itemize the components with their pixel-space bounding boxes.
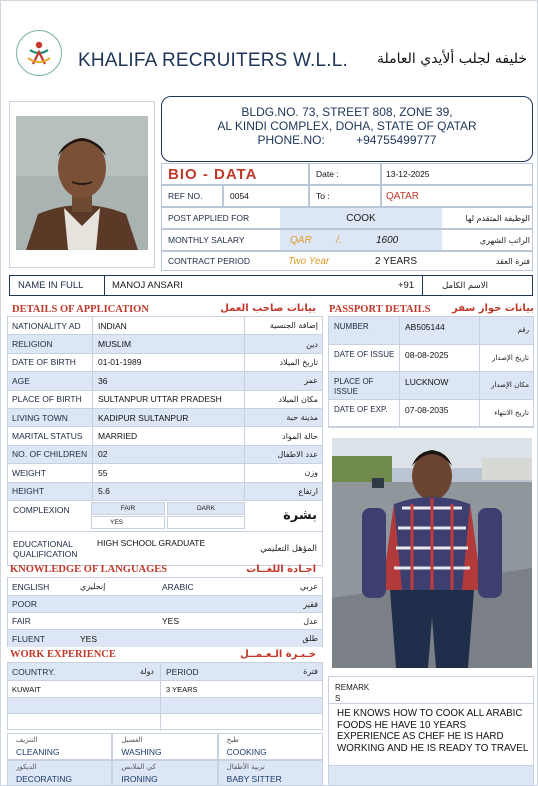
- application-row-value: MARRIED: [98, 431, 138, 442]
- passport-row-label: DATE OF ISSUE: [334, 349, 395, 359]
- passport-row: [329, 400, 533, 428]
- company-name: KHALIFA RECRUITERS W.L.L.: [78, 50, 349, 71]
- remarks-box: [328, 676, 534, 786]
- arabic-label-ar: عربي: [299, 582, 318, 591]
- skill-cell: [7, 760, 112, 786]
- salary-label-ar: الراتب الشهري: [479, 235, 530, 245]
- period-label-ar: فترة: [303, 667, 318, 676]
- application-row-value: 02: [98, 449, 108, 460]
- passport-row-label-ar: رقم: [517, 326, 529, 335]
- skill-cell: [218, 760, 323, 786]
- fluent-label-ar: طلق: [302, 634, 318, 643]
- languages-fluent-row: [8, 630, 322, 647]
- complexion-label: COMPLEXION: [13, 505, 70, 515]
- experience-header-row: [8, 663, 322, 681]
- dark-label: DARK: [196, 505, 216, 512]
- languages-table: [7, 577, 323, 647]
- languages-title: KNOWLEDGE OF LANGUAGES: [10, 564, 168, 575]
- date-label: Date :: [316, 169, 339, 179]
- application-row-label-ar: مكان الميلاد: [278, 394, 318, 404]
- experience-title-ar: خـبـرة الـعـمــل: [240, 649, 316, 660]
- ref-label-cell: [161, 185, 223, 207]
- fluent-english-value: YES: [80, 633, 98, 644]
- remarks-label: REMARKS: [335, 683, 370, 703]
- salary-value: 1600: [376, 234, 399, 246]
- application-row-value: SULTANPUR UTTAR PRADESH: [98, 394, 222, 405]
- poor-label-ar: فقير: [303, 599, 318, 609]
- english-label-ar: إنجليزي: [80, 582, 106, 591]
- passport-title: PASSPORT DETAILS: [329, 304, 431, 315]
- candidate-portrait: [16, 116, 148, 250]
- passport-table: [328, 316, 534, 428]
- skill-label-ar: كي الملابس: [121, 763, 156, 771]
- passport-row-label-ar: مكان الإصدار: [491, 381, 529, 390]
- fair-label-ar: عدل: [303, 616, 318, 626]
- company-logo: [16, 30, 62, 76]
- ref-value: 0054: [230, 191, 249, 201]
- skill-cell: [7, 733, 112, 760]
- application-row-label: MARITAL STATUS: [12, 431, 83, 442]
- application-row: [8, 317, 322, 335]
- contract-label-ar: فترة العقد: [495, 256, 530, 266]
- application-row-value: INDIAN: [98, 320, 127, 331]
- application-row-value: 01-01-1989: [98, 357, 142, 368]
- languages-fair-row: [8, 613, 322, 630]
- fair-label: FAIR: [120, 505, 136, 512]
- education-label: EDUCATIONAL QUALIFICATION: [13, 539, 78, 559]
- period-label: PERIOD: [166, 666, 199, 677]
- experience-row: [8, 681, 322, 698]
- experience-empty-row: [8, 714, 322, 730]
- name-label-ar: الاسم الكامل: [442, 280, 488, 291]
- passport-row-label: PLACE OF ISSUE: [334, 377, 374, 396]
- contract-hint: Two Year: [288, 255, 330, 267]
- phone-label: PHONE.NO:: [257, 133, 325, 147]
- application-row: [8, 354, 322, 372]
- application-row: [8, 483, 322, 501]
- post-value: COOK: [280, 208, 442, 228]
- ref-value-cell: [223, 185, 309, 207]
- skill-label: IRONING: [121, 774, 158, 784]
- application-title: DETAILS OF APPLICATION: [12, 304, 149, 315]
- application-row: [8, 391, 322, 409]
- application-row: [8, 427, 322, 445]
- skill-label: CLEANING: [16, 747, 60, 757]
- passport-row-label-ar: تاريخ الإصدار: [491, 353, 529, 362]
- languages-header-row: [8, 578, 322, 596]
- application-row-value: 5.6: [98, 486, 110, 497]
- education-row: [7, 532, 323, 566]
- to-label: To :: [316, 191, 330, 201]
- complexion-dark-check: [167, 516, 245, 529]
- application-row-label-ar: دين: [306, 339, 318, 349]
- date-value-cell: [381, 163, 533, 185]
- application-row-label: LIVING TOWN: [12, 412, 68, 423]
- name-row: [9, 275, 533, 296]
- name-code: +91: [398, 280, 415, 291]
- address-line1: BLDG.NO. 73, STREET 808, ZONE 39,: [241, 105, 453, 119]
- english-label: ENGLISH: [12, 581, 50, 592]
- application-row-label-ar: حالة المواد: [282, 431, 318, 441]
- skill-label: DECORATING: [16, 774, 73, 784]
- salary-label: MONTHLY SALARY: [168, 235, 245, 245]
- remarks-text: HE KNOWS HOW TO COOK ALL ARABIC FOODS HE HAVE 10 YEARS EXPERIENCE AS CHEF HE IS HARD WORKING AND HE IS READY TO TRAVEL: [337, 708, 529, 754]
- post-label-ar: الوظيفة المتقدم لها: [465, 213, 530, 223]
- application-row-label-ar: إضافة الجنسية: [269, 321, 318, 331]
- application-row-label-ar: ارتفاع: [298, 486, 318, 496]
- to-value-cell: [381, 185, 533, 207]
- application-row-label: WEIGHT: [12, 467, 46, 478]
- application-row-label: AGE: [12, 375, 30, 386]
- languages-poor-row: [8, 596, 322, 613]
- skill-label-ar: الغسيل: [121, 736, 143, 744]
- application-row: [8, 464, 322, 482]
- contract-value: 2 YEARS: [375, 255, 418, 267]
- application-row-label: NO. OF CHILDREN: [12, 449, 88, 460]
- to-value: QATAR: [386, 190, 419, 202]
- country-label-ar: دولة: [139, 667, 154, 676]
- skill-label-ar: تربية الأطفال: [226, 763, 265, 771]
- country-label: COUNTRY.: [12, 666, 56, 677]
- application-row: [8, 372, 322, 390]
- passport-row-label-ar: تاريخ الانتهاء: [494, 408, 529, 417]
- passport-row-value: 08-08-2025: [405, 349, 449, 360]
- date-label-cell: [309, 163, 381, 185]
- application-row: [8, 446, 322, 464]
- skill-label: WASHING: [121, 747, 162, 757]
- application-row-label: DATE OF BIRTH: [12, 357, 76, 368]
- address-box: [161, 96, 533, 162]
- languages-title-ar: اجـادة اللغــات: [246, 564, 316, 575]
- application-row-label: RELIGION: [12, 339, 53, 350]
- skill-label-ar: الديكور: [16, 763, 37, 771]
- complexion-dark: [167, 502, 245, 515]
- passport-row-value: 07-08-2035: [405, 404, 449, 415]
- complexion-fair: [91, 502, 165, 515]
- biodata-title: BIO - DATA: [168, 165, 258, 183]
- experience-country: KUWAIT: [12, 684, 41, 694]
- post-row: [161, 207, 533, 229]
- passport-row-value: LUCKNOW: [405, 377, 449, 387]
- application-row: [8, 335, 322, 353]
- ref-label: REF NO.: [168, 191, 203, 201]
- application-row-value: 36: [98, 375, 108, 386]
- biodata-title-cell: [161, 163, 309, 185]
- passport-row-value: AB505144: [405, 322, 445, 332]
- application-row-value: 55: [98, 467, 108, 478]
- application-row-value: KADIPUR SULTANPUR: [98, 412, 189, 423]
- education-label-ar: المؤهل التعليمي: [260, 544, 317, 554]
- experience-table: [7, 662, 323, 730]
- passport-row: [329, 345, 533, 373]
- phone-number: +94755499777: [356, 133, 437, 147]
- company-name-ar: خليفه لجلب ألأيدي العاملة: [376, 51, 527, 67]
- name-label: NAME IN FULL: [18, 280, 84, 291]
- date-value: 13-12-2025: [386, 169, 430, 179]
- fair-arabic-value: YES: [162, 616, 180, 626]
- passport-row-label: NUMBER: [334, 322, 369, 331]
- skill-label-ar: طبخ: [226, 736, 239, 744]
- application-row-label-ar: عدد الاطفال: [277, 449, 318, 459]
- skills-grid: [7, 733, 323, 786]
- arabic-label: ARABIC: [162, 581, 194, 592]
- application-row-label: HEIGHT: [12, 486, 45, 497]
- experience-empty-row: [8, 698, 322, 714]
- skill-cell: [112, 733, 217, 760]
- skill-cell: [218, 733, 323, 760]
- application-row-label: PLACE OF BIRTH: [12, 394, 82, 405]
- fluent-label: FLUENT: [12, 633, 46, 644]
- application-row: [8, 409, 322, 427]
- skill-label: COOKING: [226, 747, 267, 757]
- skill-label-ar: التنزيف: [16, 736, 38, 744]
- passport-row-label: DATE OF EXP.: [334, 404, 388, 414]
- name-value: MANOJ ANSARI: [112, 280, 183, 291]
- contract-row: [161, 251, 533, 271]
- poor-label: POOR: [12, 599, 38, 609]
- experience-title: WORK EXPERIENCE: [10, 649, 116, 660]
- application-row-value: MUSLIM: [98, 339, 132, 350]
- complexion-fair-check: [91, 516, 165, 529]
- skill-label: BABY SITTER: [226, 774, 282, 784]
- fair-label: FAIR: [12, 616, 31, 626]
- application-row-label-ar: وزن: [304, 468, 318, 478]
- complexion-label-ar: بشرة: [283, 508, 317, 523]
- application-row-label: NATIONALITY AD: [12, 320, 81, 331]
- contract-label: CONTRACT PERIOD: [168, 256, 251, 266]
- complexion-row: [7, 500, 323, 532]
- candidate-full-photo: [332, 438, 532, 668]
- post-label: POST APPLIED FOR: [168, 213, 250, 223]
- experience-period: 3 YEARS: [166, 684, 198, 694]
- fair-yes: YES: [110, 519, 124, 526]
- application-row-label-ar: مدينة حية: [286, 413, 318, 423]
- address-line2: AL KINDI COMPLEX, DOHA, STATE OF QATAR: [217, 119, 477, 133]
- salary-row: [161, 229, 533, 251]
- application-row-label-ar: تاريخ الميلاد: [279, 357, 318, 367]
- education-value: HIGH SCHOOL GRADUATE: [97, 538, 206, 548]
- skill-cell: [112, 760, 217, 786]
- passport-title-ar: بيانات جواز سفر: [451, 303, 534, 314]
- passport-row: [329, 317, 533, 345]
- to-label-cell: [309, 185, 381, 207]
- passport-row: [329, 372, 533, 400]
- application-title-ar: بيانات صاحب العمل: [220, 303, 316, 314]
- application-row-label-ar: عمر: [304, 376, 318, 386]
- salary-currency: QAR: [290, 234, 312, 246]
- salary-separator: /.: [336, 234, 342, 246]
